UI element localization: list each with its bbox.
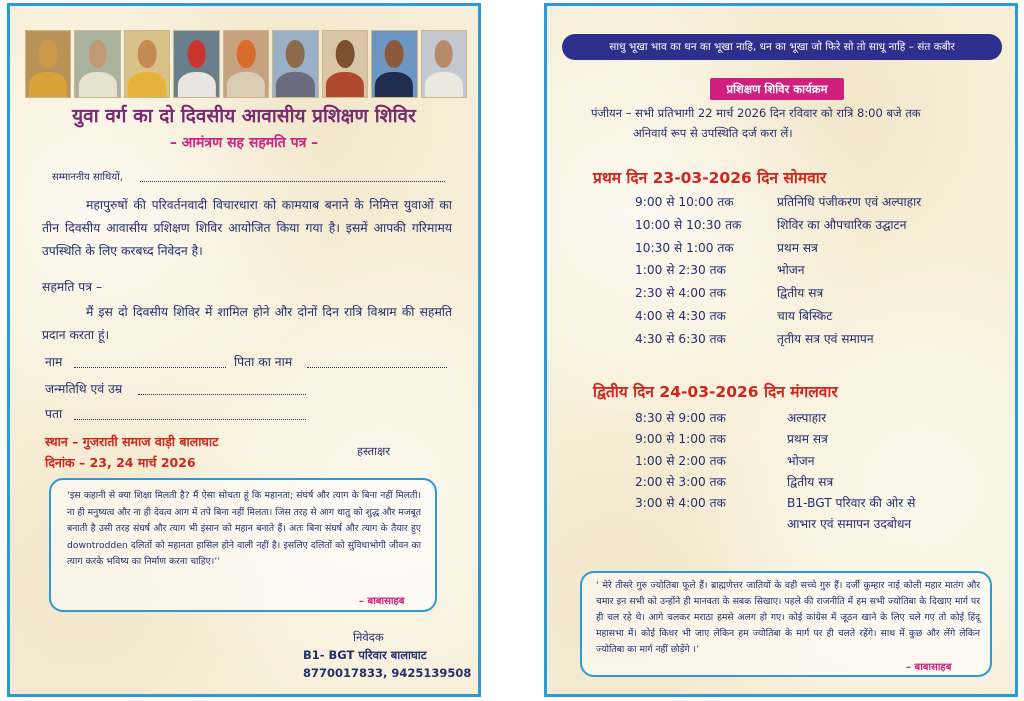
dob-age-field-line[interactable] — [138, 394, 306, 395]
portrait-head — [138, 40, 157, 68]
portrait-head — [385, 40, 404, 68]
consent-paragraph: मैं इस दो दिवसीय शिविर में शामिल होने और दोनों दिन रात्रि विश्राम की सहमति प्रदान करता हूं। — [42, 305, 452, 342]
schedule-time: 9:00 से 10:00 तक — [635, 195, 734, 209]
program-card — [544, 3, 1018, 697]
name-label: नाम — [45, 355, 63, 369]
schedule-time: 4:00 से 4:30 तक — [635, 309, 726, 323]
schedule-time: 1:00 से 2:00 तक — [635, 453, 726, 468]
schedule-time: 2:00 से 3:00 तक — [635, 474, 726, 489]
schedule-activity: चाय बिस्किट — [777, 309, 833, 323]
portrait-body — [29, 72, 67, 98]
schedule-activity: द्वितीय सत्र — [787, 474, 834, 489]
portrait-head — [336, 40, 355, 68]
buddha-portrait — [25, 30, 71, 98]
ravidas-portrait — [124, 30, 170, 98]
schedule-time: 8:30 से 9:00 तक — [635, 411, 726, 425]
schedule-activity: भोजन — [787, 453, 815, 468]
ambedkar-portrait — [371, 30, 417, 98]
schedule-time: 4:30 से 6:30 तक — [635, 331, 726, 346]
invitation-paragraph: महापुरुषों की परिवर्तनवादी विचारधारा को कामयाब बनाने के निमित्त युवाओं का तीन दिवसीय आवासीय प्रशिक्षण शिविर आयोजित किया गया है। इसमें आपकी गरिमामय उपस्थिति के लिए करबध्द निवेदन है। — [42, 198, 452, 258]
portrait-head — [88, 40, 107, 68]
portrait-body — [79, 72, 117, 98]
shahu-portrait — [223, 30, 269, 98]
father-name-label: पिता का नाम — [234, 355, 293, 369]
page-title: युवा वर्ग का दो दिवसीय आवासीय प्रशिक्षण शिविर — [72, 105, 416, 127]
organization-name: B1- BGT परिवार बालाघाट — [303, 648, 427, 662]
day2-title: द्वितीय दिन 24-03-2026 दिन मंगलवार — [593, 383, 838, 401]
schedule-time: 10:00 से 10:30 तक — [635, 217, 742, 232]
portrait-body — [375, 72, 413, 98]
portrait-body — [227, 72, 265, 98]
address-field-line[interactable] — [74, 419, 306, 420]
phule-quote-author: – बाबासाहब — [906, 662, 952, 673]
portrait-body — [276, 72, 314, 98]
quote-author: – बाबासाहब — [359, 596, 405, 607]
schedule-time: 3:00 से 4:00 तक — [635, 496, 726, 511]
father-name-field-line[interactable] — [307, 367, 447, 368]
schedule-activity: अल्पाहार — [787, 411, 827, 425]
day1-title: प्रथम दिन 23-03-2026 दिन सोमवार — [593, 169, 827, 187]
day2-last-activity-line2: आभार एवं समापन उदबोधन — [787, 517, 912, 531]
quote-text: ‘इस कहानी से क्या शिक्षा मिलती है? मैं ऐसा सोचता हूं कि महानता; संघर्ष और त्याग के बिना नहीं मिलती। ना ही मनुष्यत्व और ना ही देवत्व आग में तपे बिना नहीं मिलता। जिस तरह से आग धातु को शुद्ध और मजबूत बनाती है उसी तरह संघर्ष और त्याग भी इंसान को महान बनाते हैं। अतः बिना संघर्ष और त्याग के तैयार हुए downtrodden दलितों को महानता हासिल होने वाली नहीं है। इसलिए दलितों को सुविधाभोगी जीवन का त्याग करके भविष्य का निर्माण करना चाहिए।’’ — [67, 490, 421, 567]
schedule-activity: शिविर का औपचारिक उद्घाटन — [777, 217, 907, 232]
venue-text: स्थान – गुजराती समाज वाड़ी बालाघाट — [45, 434, 219, 449]
address-label: पता — [45, 407, 63, 421]
nivedak-label: निवेदक — [353, 630, 384, 644]
schedule-activity: तृतीय सत्र एवं समापन — [777, 331, 874, 346]
portrait-head — [237, 40, 256, 68]
registration-line-2: अनिवार्य रूप से उपस्थिति दर्ज करा लें। — [633, 126, 793, 140]
schedule-activity: प्रथम सत्र — [777, 240, 818, 255]
schedule-activity: द्वितीय सत्र — [777, 286, 824, 301]
portrait-body — [425, 72, 463, 98]
schedule-time: 1:00 से 2:30 तक — [635, 263, 726, 278]
dob-age-label: जन्मतिथि एवं उम्र — [45, 382, 123, 396]
birsa-portrait — [322, 30, 368, 98]
schedule-time: 9:00 से 1:00 तक — [635, 432, 726, 447]
kabir-quote-banner: साधु भूखा भाव का धन का भूखा नाहि, धन का भूखा जो फिरे सो तो साधू नाहि – संत कबीर — [562, 34, 1002, 60]
portrait-head — [434, 40, 453, 68]
quote-box — [49, 478, 437, 612]
schedule-activity: प्रथम सत्र — [787, 432, 828, 447]
portrait-body — [326, 72, 364, 98]
gadge-portrait — [272, 30, 318, 98]
phule-portrait — [173, 30, 219, 98]
phule-quote-box — [580, 571, 992, 677]
name-field-line[interactable] — [74, 367, 226, 368]
schedule-activity: B1-BGT परिवार की ओर से — [787, 496, 916, 511]
phule-quote-text: ‘ मेरे तीसरे गुरु ज्योतिबा फूले हैं। ब्राह्मणेत्तर जातियों के वही सच्चे गुरु हैं। दर्जी कुम्हार नाई कोली महार मातंग और चमार इन सभी को उन्होंने ही मानवता के सबक सिखाए। पहले की राजनीति में हम सभी ज्योतिबा के दिखाए मार्ग पर ही चल रहे थे। आगे चलकर मराठा हमसे अलग हो गए। कोई कांग्रेस में जूठन खाने के लिए चले गए तो कोई हिंदू महासभा में। कोई किधर भी जाए लेकिन हम ज्योतिबा के मार्ग पर ही चलते रहेंगे। साथ में कुछ और लेंगे लेकिन ज्योतिबा का मार्ग नहीं छोड़ेंगे ।’ — [596, 580, 980, 655]
date-text: दिनांक – 23, 24 मार्च 2026 — [45, 455, 196, 470]
program-title: प्रशिक्षण शिविर कार्यक्रम — [710, 78, 844, 100]
portrait-head — [39, 40, 58, 68]
portrait-strip — [25, 30, 467, 98]
consent-heading: सहमति पत्र – — [42, 280, 103, 294]
registration-line-1: पंजीयन – सभी प्रतिभागी 22 मार्च 2026 दिन रविवार को रात्रि 8:00 बजे तक — [591, 106, 921, 120]
salutation-dotted-line — [140, 181, 445, 182]
invitation-card — [7, 3, 481, 697]
kanshiram-portrait — [421, 30, 467, 98]
contact-phones: 8770017833, 9425139508 — [303, 666, 472, 680]
schedule-time: 2:30 से 4:00 तक — [635, 286, 726, 301]
schedule-activity: प्रतिनिधि पंजीकरण एवं अल्पाहार — [777, 195, 922, 209]
salutation: सम्माननीय साथियों, — [52, 172, 123, 183]
signature-label: हस्ताक्षर — [357, 444, 391, 458]
kabir-portrait — [74, 30, 120, 98]
portrait-body — [128, 72, 166, 98]
portrait-head — [286, 40, 305, 68]
portrait-body — [177, 72, 215, 98]
page-subtitle: – आमंत्रण सह सहमति पत्र – — [169, 135, 319, 151]
schedule-activity: भोजन — [777, 263, 805, 278]
portrait-head — [187, 40, 206, 68]
schedule-time: 10:30 से 1:00 तक — [635, 240, 734, 255]
